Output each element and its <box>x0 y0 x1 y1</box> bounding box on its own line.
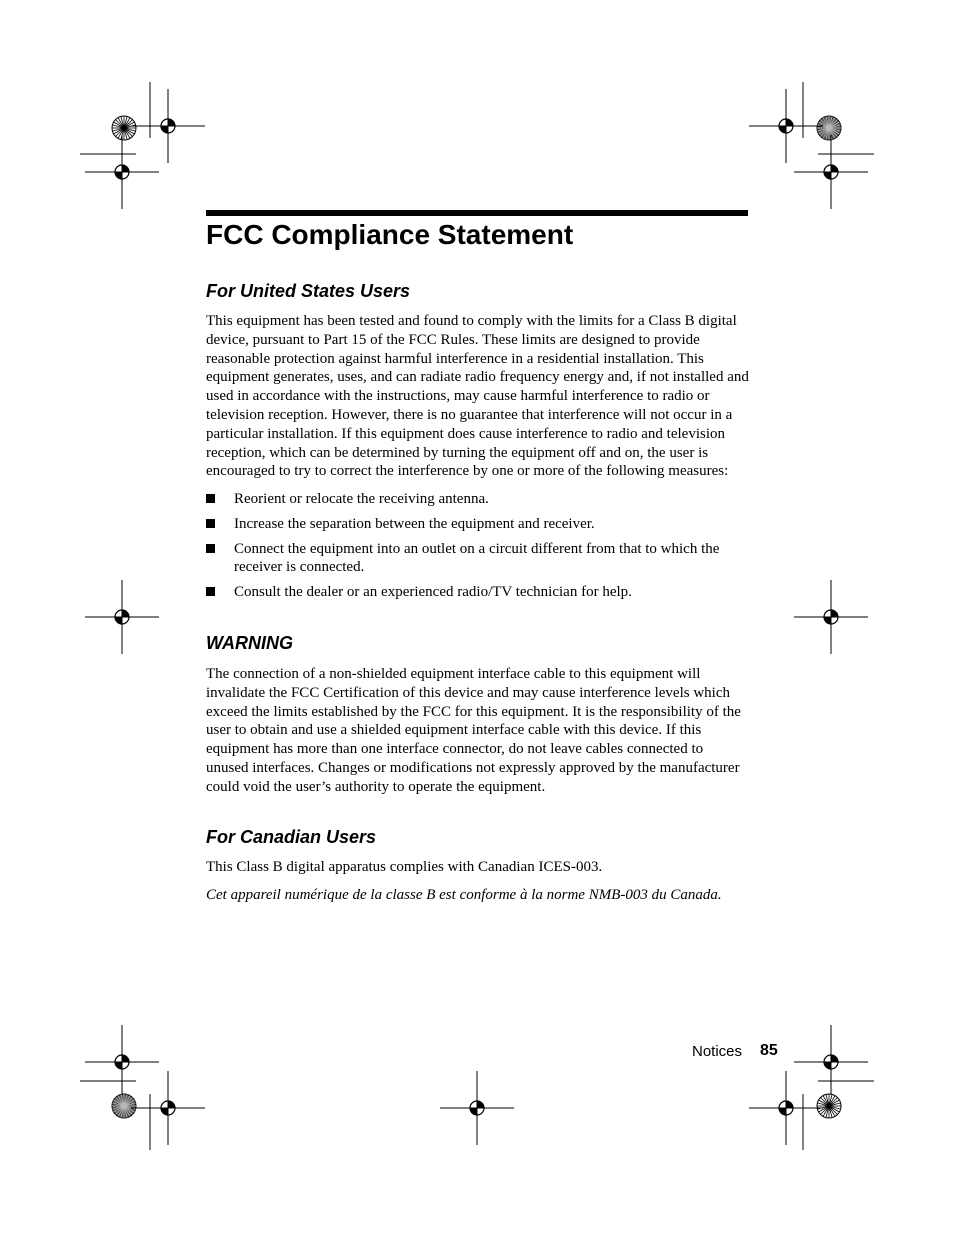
starburst-mark-icon <box>817 116 841 140</box>
paragraph-us-users <box>206 312 751 481</box>
text-line: device, pursuant to Part 15 of the FCC Rules. These limits are designed to provide <box>206 331 700 348</box>
list-item: Consult the dealer or an experienced radio/TV technician for help. <box>206 583 751 602</box>
text-line: equipment generates, uses, and can radiate radio frequency energy and, if not installed and <box>206 369 749 386</box>
text-line: user to obtain and use a shielded equipment interface cable with this device. If this <box>206 722 702 739</box>
registration-target-icon <box>749 1071 823 1145</box>
starburst-mark-icon <box>112 116 136 140</box>
page-number: 85 <box>760 1042 778 1059</box>
canada-french-text: Cet appareil numérique de la classe B est conforme à la norme NMB-003 du Canada. <box>206 887 722 903</box>
text-line: used in accordance with the instructions, may cause harmful interference to radio or <box>206 388 710 405</box>
bullet-square-icon <box>206 519 215 528</box>
registration-target-icon <box>131 89 205 163</box>
heading-us-users: For United States Users <box>206 281 411 301</box>
list-item: Reorient or relocate the receiving antenna. <box>206 490 751 509</box>
footer-section-name: Notices <box>692 1043 743 1060</box>
text-line: television reception. However, there is no guarantee that interference will not occur in a <box>206 406 733 423</box>
text-line: unused interfaces. Changes or modifications not expressly approved by the manufacturer <box>206 759 740 776</box>
measures-list <box>206 490 751 602</box>
bullet-square-icon <box>206 544 215 553</box>
registration-target-icon <box>440 1071 514 1145</box>
text-line: exceed the limits established by the FCC for this equipment. It is the responsibility of the <box>206 703 741 720</box>
registration-target-icon <box>794 135 868 209</box>
bullet-square-icon <box>206 494 215 503</box>
title-rule <box>206 210 748 216</box>
text-line: could void the user’s authority to operate the equipment. <box>206 778 546 795</box>
text-line: invalidate the FCC Certification of this device and may cause interference levels which <box>206 684 730 701</box>
registration-target-icon <box>131 1071 205 1145</box>
starburst-mark-icon <box>112 1094 136 1118</box>
bullet-square-icon <box>206 587 215 596</box>
registration-target-icon <box>794 1025 868 1099</box>
list-item: Increase the separation between the equipment and receiver. <box>206 515 751 534</box>
registration-target-icon <box>749 89 823 163</box>
starburst-mark-icon <box>817 1094 841 1118</box>
list-item: Connect the equipment into an outlet on a circuit different from that to which the receiver is connected. <box>206 540 739 578</box>
text-line: This equipment has been tested and found to comply with the limits for a Class B digital <box>206 313 737 329</box>
text-line: particular installation. If this equipment does cause interference to radio and television <box>206 425 725 442</box>
paragraph-warning <box>206 665 751 797</box>
page-title: FCC Compliance Statement <box>206 219 574 250</box>
text-line: reasonable protection against harmful interference in a residential installation. This <box>206 350 704 367</box>
registration-target-icon <box>85 580 159 654</box>
text-line: encouraged to try to correct the interference by one or more of the following measures: <box>206 463 729 480</box>
text-line: The connection of a non-shielded equipment interface cable to this equipment will <box>206 666 701 682</box>
registration-target-icon <box>794 580 868 654</box>
heading-warning: WARNING <box>206 633 293 653</box>
heading-canadian-users: For Canadian Users <box>206 827 377 847</box>
text-line: reception, which can be determined by turning the equipment off and on, the user is <box>206 444 709 461</box>
registration-target-icon <box>85 1025 159 1099</box>
registration-target-icon <box>85 135 159 209</box>
canada-english-text: This Class B digital apparatus complies with Canadian ICES-003. <box>206 859 603 875</box>
text-line: equipment has more than one interface connector, do not leave cables connected to <box>206 741 704 758</box>
